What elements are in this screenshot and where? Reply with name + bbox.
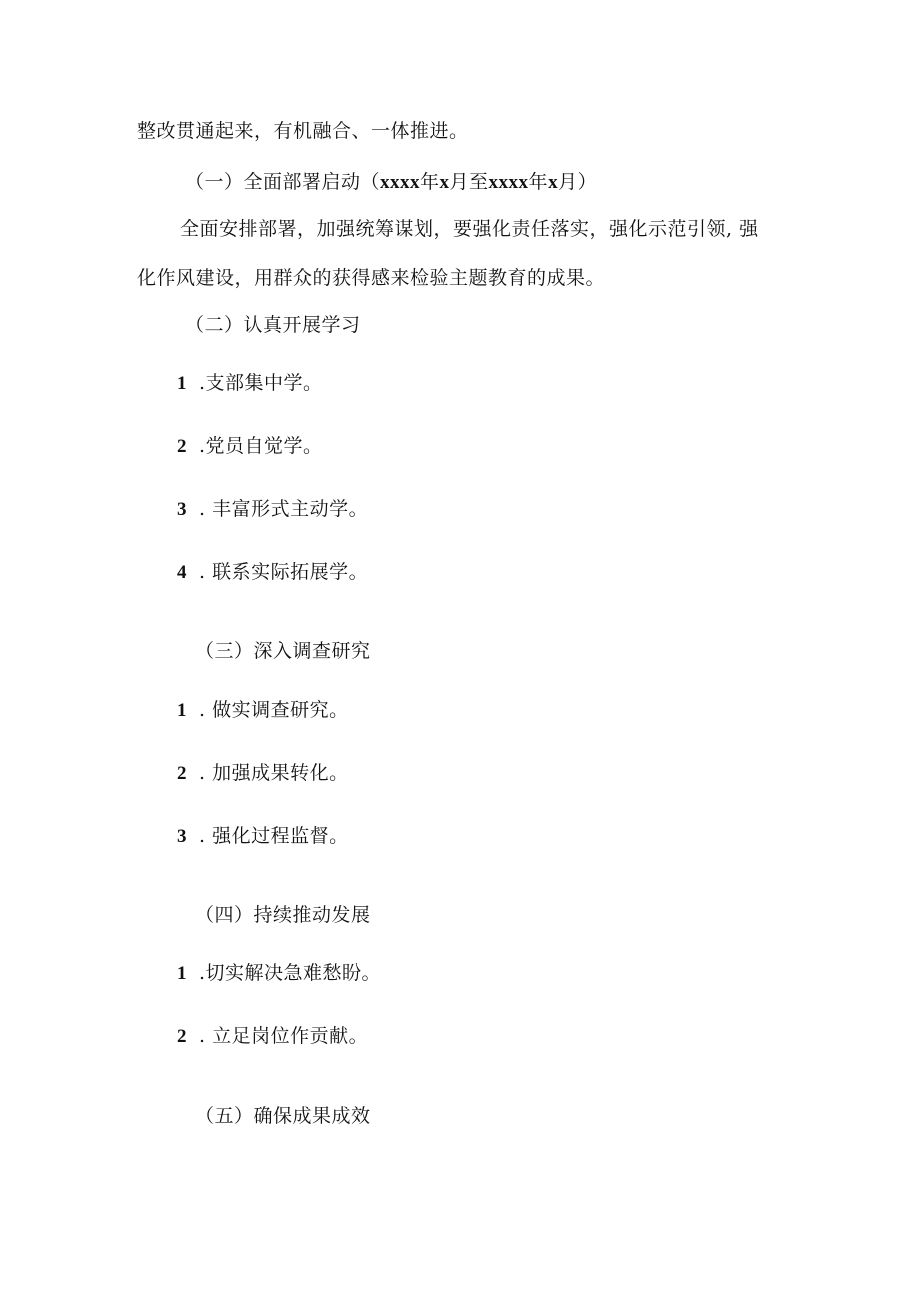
list-item xyxy=(177,1024,368,1049)
list-item xyxy=(177,761,349,786)
section-1-paragraph-line-1: 全面安排部署，加强统筹谋划，要强化责任落实，强化示范引领, 强 xyxy=(180,218,759,240)
section-1-month-end: x xyxy=(548,172,559,193)
list-item-number: 3 xyxy=(177,499,187,520)
section-1-heading-suffix: 月） xyxy=(558,171,598,193)
section-1-heading-prefix: （一）全面部署启动（ xyxy=(185,171,381,193)
list-item-text: . 立足岗位作贡献。 xyxy=(199,1025,369,1047)
section-1-year-start: xxxx xyxy=(380,172,421,193)
list-item-text: .切实解决急难愁盼。 xyxy=(199,962,382,984)
list-item-number: 1 xyxy=(177,700,187,721)
list-item xyxy=(177,824,349,849)
list-item-number: 3 xyxy=(177,826,187,847)
section-1-heading xyxy=(185,170,597,195)
list-item xyxy=(177,497,368,522)
section-4-heading: （四）持续推动发展 xyxy=(195,904,371,926)
list-item-text: . 联系实际拓展学。 xyxy=(199,561,369,583)
list-item-number: 1 xyxy=(177,963,187,984)
list-item-number: 4 xyxy=(177,562,187,583)
section-2-heading: （二）认真开展学习 xyxy=(185,314,361,336)
list-item-number: 2 xyxy=(177,763,187,784)
section-5-heading: （五）确保成果成效 xyxy=(195,1105,371,1127)
list-item-text: . 丰富形式主动学。 xyxy=(199,498,369,520)
list-item xyxy=(177,698,349,723)
section-1-month-start: x xyxy=(439,172,450,193)
list-item-text: .支部集中学。 xyxy=(199,372,323,394)
list-item-number: 1 xyxy=(177,373,187,394)
list-item xyxy=(177,961,381,986)
section-1-year-end: xxxx xyxy=(488,172,529,193)
list-item xyxy=(177,560,368,585)
list-item-text: .党员自觉学。 xyxy=(199,435,323,457)
list-item-text: . 强化过程监督。 xyxy=(199,825,349,847)
section-1-heading-month-to: 月至 xyxy=(449,171,489,193)
section-1-heading-year-word-1: 年 xyxy=(420,171,440,193)
list-item-text: . 做实调查研究。 xyxy=(199,699,349,721)
list-item-number: 2 xyxy=(177,436,187,457)
list-item-text: . 加强成果转化。 xyxy=(199,762,349,784)
list-item-number: 2 xyxy=(177,1026,187,1047)
continuation-line: 整改贯通起来，有机融合、一体推进。 xyxy=(137,120,469,142)
list-item xyxy=(177,371,323,396)
list-item xyxy=(177,434,323,459)
section-3-heading: （三）深入调查研究 xyxy=(195,640,371,662)
section-1-heading-year-word-2: 年 xyxy=(528,171,549,193)
section-1-paragraph-line-2: 化作风建设，用群众的获得感来检验主题教育的成果。 xyxy=(137,267,606,289)
